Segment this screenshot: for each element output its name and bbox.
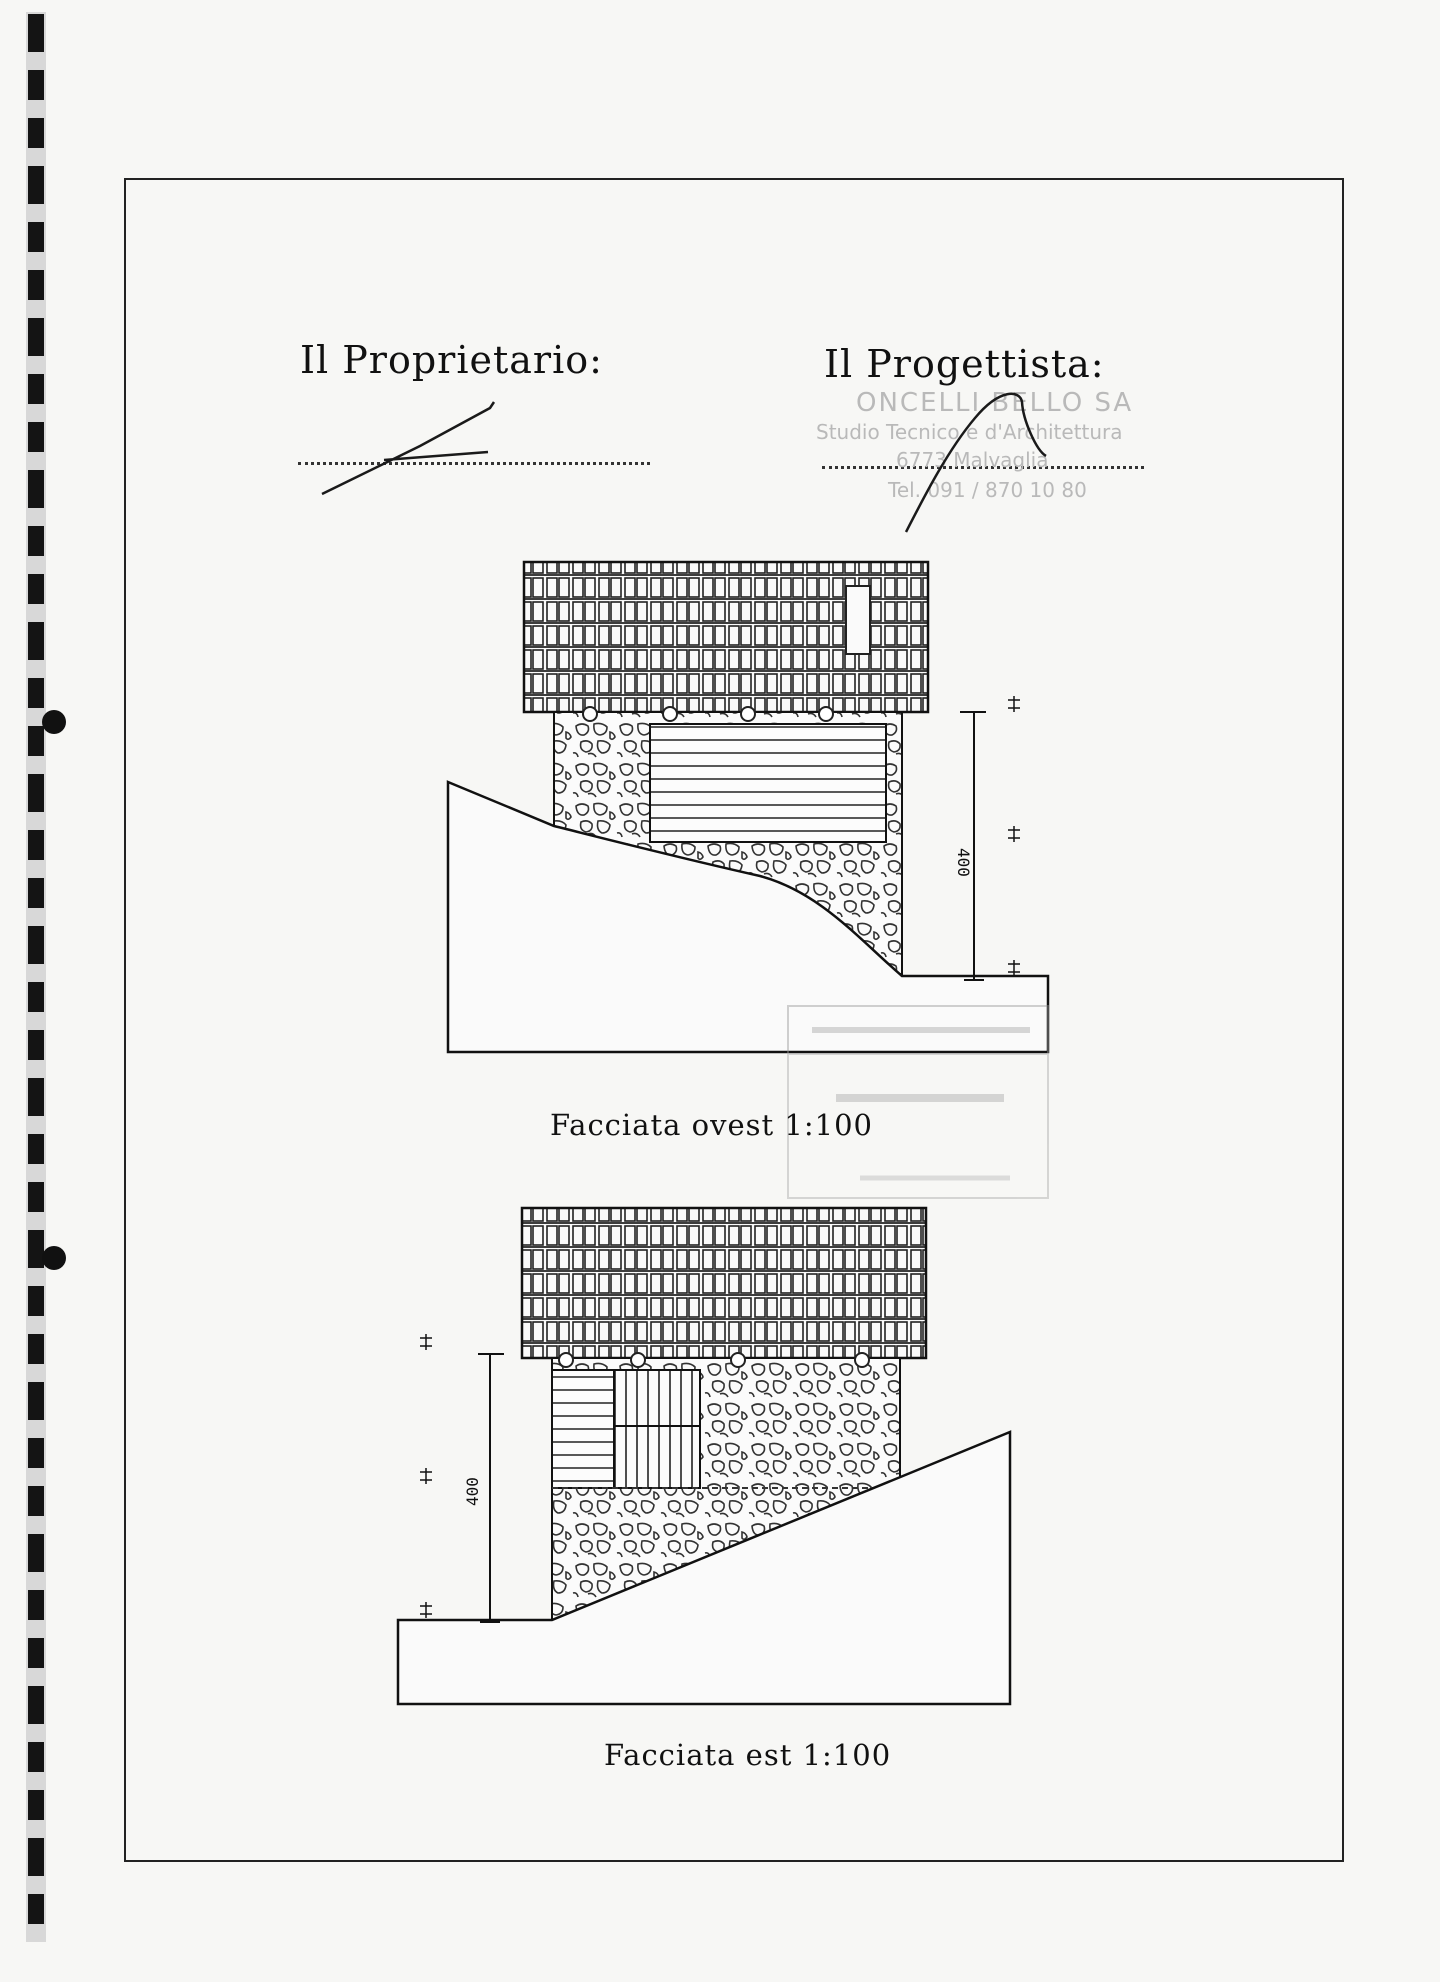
east-height-dimension: 400 [463, 1477, 482, 1506]
west-wood-panel [650, 724, 886, 842]
west-chimney [846, 586, 870, 654]
east-roof [522, 1208, 926, 1358]
stamp-line-1: Studio Tecnico e d'Architettura [816, 420, 1123, 444]
elevation-west [448, 562, 1048, 1052]
stamp-line-2: 6773 Malvaglia [896, 448, 1049, 472]
stamp-company: ONCELLI BELLO SA [856, 388, 1134, 418]
caption-east-elevation: Facciata est 1:100 [604, 1738, 892, 1772]
elevation-east [398, 1208, 1010, 1704]
west-height-dimension: 400 [954, 848, 973, 877]
caption-west-elevation: Facciata ovest 1:100 [550, 1108, 873, 1142]
owner-label: Il Proprietario: [300, 338, 603, 382]
east-wood-left [552, 1370, 614, 1488]
east-door [614, 1370, 700, 1488]
stamp-phone: Tel. 091 / 870 10 80 [888, 478, 1087, 502]
designer-label: Il Progettista: [824, 342, 1105, 386]
